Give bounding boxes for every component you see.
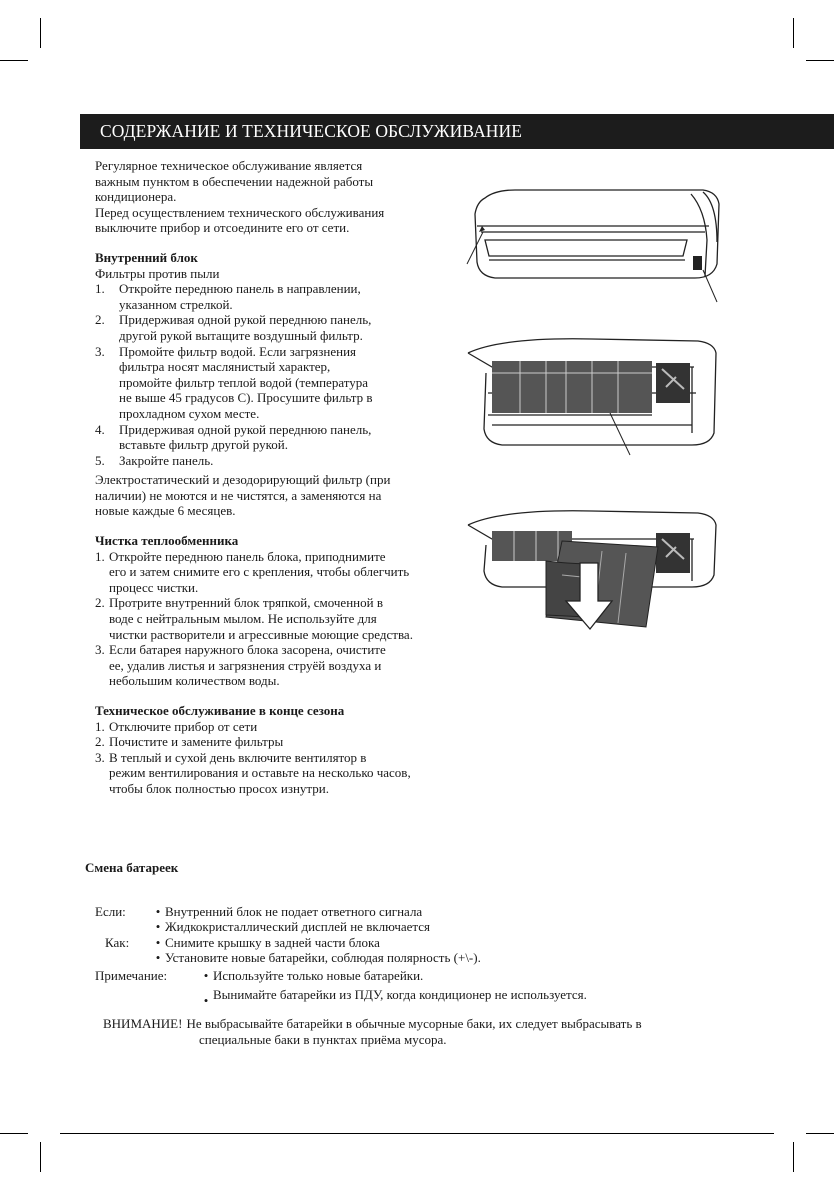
note-label: Примечание: [95, 967, 168, 983]
list-item: 1. Откройте переднюю панель в направлении, указанном стрелкой. [95, 281, 361, 312]
how-label: Как: [105, 934, 130, 950]
list-item: 3. В теплый и сухой день включите вентилятор в режим вентилирования и оставьте на несколько часов, чтобы блок полностью просох изнутри. [95, 749, 411, 796]
exchanger-heading: Чистка теплообменника [95, 533, 239, 549]
indoor-heading: Внутренний блок [95, 249, 198, 265]
season-heading: Техническое обслуживание в конце сезона [95, 703, 345, 718]
list-item: 2. Протрите внутренний блок тряпкой, смоченной в воде с нейтральным мылом. Не используйте для чистки растворители и агрессивные моющие средства. [95, 595, 413, 642]
crop-mark [806, 1133, 834, 1134]
intro-line: Регулярное техническое обслуживание является [95, 158, 363, 173]
indoor-subheading: Фильтры против пыли [95, 265, 220, 281]
list-item: • Установите новые батарейки, соблюдая полярность (+\-). [155, 950, 481, 966]
crop-mark [0, 60, 28, 61]
indoor-unit-open-figure [462, 333, 724, 463]
filter-note-line: новые каждые 6 месяцев. [95, 503, 236, 519]
intro-line: выключите прибор и отсоедините его от сети. [95, 220, 350, 236]
crop-mark [793, 18, 794, 48]
intro-line: кондиционера. [95, 189, 177, 205]
intro-line: Перед осуществлением технического обслуживания [95, 204, 385, 220]
list-item: Примечание: • Используйте только новые батарейки. [95, 967, 424, 983]
list-item: 3. Промойте фильтр водой. Если загрязнения фильтра носят маслянистый характер, промойте фильтр теплой водой (температура не выше 45 градусов С). Просушите фильтр в прохладном сухом месте. [95, 343, 373, 421]
list-item: 5. Закройте панель. [95, 452, 214, 468]
warning-line: специальные баки в пунктах приёма мусора. [199, 1031, 447, 1047]
section-title-bar [80, 114, 834, 149]
crop-mark [40, 18, 41, 48]
footer-rule [60, 1133, 774, 1134]
intro-line: важным пунктом в обеспечении надежной работы [95, 173, 374, 189]
battery-heading: Смена батареек [85, 860, 179, 875]
list-item: 1. Откройте переднюю панель блока, приподнимите его и затем снимите его с крепления, чтобы облегчить процесс чистки. [95, 548, 410, 595]
list-item: 1. Отключите прибор от сети [95, 718, 258, 734]
section-title: СОДЕРЖАНИЕ И ТЕХНИЧЕСКОЕ ОБСЛУЖИВАНИЕ [100, 121, 523, 141]
indoor-unit-closed-figure [455, 180, 725, 315]
battery-section [85, 860, 735, 1047]
list-item: 3. Если батарея наружного блока засорена, очистите ее, удалив листья и загрязнения струёй воздуха и небольшим количеством воды. [95, 642, 386, 689]
crop-mark [0, 1133, 28, 1134]
crop-mark [806, 60, 834, 61]
list-item: Если: • Внутренний блок не подает ответного сигнала [95, 903, 423, 919]
list-item: 2. Почистите и замените фильтры [95, 734, 284, 750]
if-label: Если: [95, 903, 126, 919]
warning: ВНИМАНИЕ! Не выбрасывайте батарейки в обычные мусорные баки, их следует выбрасывать в [103, 1016, 642, 1032]
list-item: • Жидкокристаллический дисплей не включается [155, 919, 431, 935]
list-item: • Вынимайте батарейки из ПДУ, когда кондиционер не используется. [203, 986, 587, 1008]
warning-label: ВНИМАНИЕ! [103, 1016, 183, 1032]
crop-mark [40, 1142, 41, 1172]
filter-note-line: наличии) не моются и не чистятся, а заменяются на [95, 487, 382, 503]
crop-mark [793, 1142, 794, 1172]
list-item: 4. Придерживая одной рукой переднюю панель, вставьте фильтр другой рукой. [95, 421, 372, 453]
filter-note-line: Электростатический и дезодорирующий фильтр (при [95, 472, 391, 488]
main-text-column [95, 158, 465, 797]
list-item: Как: • Снимите крышку в задней части блока [95, 935, 735, 951]
filter-removal-figure [462, 505, 724, 650]
list-item: 2. Придерживая одной рукой переднюю панель, другой рукой вытащите воздушный фильтр. [95, 312, 372, 343]
